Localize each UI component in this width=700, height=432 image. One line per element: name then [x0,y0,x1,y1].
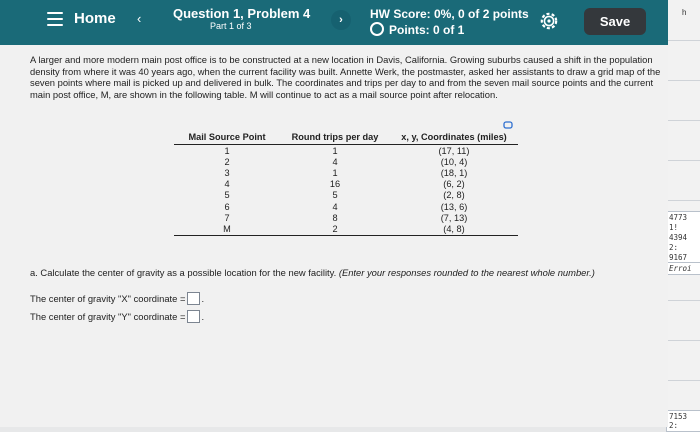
answer-row-x: The center of gravity "X" coordinate = . [30,293,205,304]
column-header: x, y, Coordinates (miles) [390,129,518,145]
table-cell: 5 [224,190,230,201]
hw-score: HW Score: 0%, 0 of 2 points [370,7,529,21]
table-cell: 4 [332,201,338,212]
points-label: Points: 0 of 1 [389,23,465,37]
table-cell: (18, 1) [440,167,468,178]
table-cell: (6, 2) [443,179,465,190]
table-cell: 6 [224,201,230,212]
grid-line [668,300,700,301]
background-number-block [666,211,700,265]
grid-line [668,80,700,81]
table-row [174,156,518,167]
table-row [174,201,518,212]
table-header-row [174,129,518,145]
table-cell: (4, 8) [390,223,518,235]
question-a-hint: (Enter your responses rounded to the nearest whole number.) [338,267,595,278]
table-cell: 1 [332,145,338,156]
problem-statement: A larger and more modern main post office is to be constructed at a new location in Davis, California. Growing suburbs caused a shift in the population density from where it was 40 years ago, when the current facility was built. Annette Werk, the postmaster, asked her assistants to draw a grid map of the seven points where mail is picked up and delivered in bulk. The coordinates and trips per day to and from the seven mail source points and the current main post office, M, are shown in the following table. M will continue to act as a mail source point after relocation. [30,54,661,100]
grid-line [668,200,700,201]
table-row [174,212,518,223]
grid-line [668,120,700,121]
table-row [174,167,518,178]
answer-label-x: The center of gravity "X" coordinate = [30,293,186,304]
background-error-text: Erroi [666,262,700,275]
status-circle-icon [370,22,384,36]
table-cell: (7, 13) [440,212,468,223]
background-number: 9167 [669,253,688,262]
table-row [174,179,518,190]
mail-source-table [174,129,518,236]
table-cell: (10, 4) [440,156,468,167]
grid-line [668,160,700,161]
grid-line [668,340,700,341]
question-a-text: a. Calculate the center of gravity as a possible location for the new facility. [30,267,337,278]
chevron-left-icon[interactable]: ‹ [137,11,142,26]
table-cell: 16 [329,179,341,190]
table-cell: 1 [332,167,338,178]
header-bar [0,0,668,45]
table-cell: (13, 6) [440,201,468,212]
points-status [370,22,464,37]
question-part-a [30,267,595,278]
grid-line [668,40,700,41]
table-cell: 7 [224,212,230,223]
table-cell: 8 [332,212,338,223]
gear-icon[interactable] [539,11,559,31]
table-cell: M [174,223,280,235]
background-bottom-number: 7153 2: [666,410,700,432]
menu-icon[interactable] [47,12,63,26]
column-header: Mail Source Point [174,129,280,145]
question-part: Part 1 of 3 [210,21,252,31]
background-number: 4773 1! [669,213,688,232]
answer-label-y: The center of gravity "Y" coordinate = [30,311,186,322]
table-cell: 3 [224,167,230,178]
table-cell: 4 [224,179,230,190]
background-corner-text: h [682,8,687,17]
x-coordinate-input[interactable] [187,292,200,305]
home-link[interactable]: Home [74,10,116,27]
next-question-button[interactable]: › [331,10,351,30]
background-number: 4394 2: [669,233,688,252]
table-cell: 2 [224,156,230,167]
table-cell: 2 [280,223,390,235]
table-cell: 4 [332,156,338,167]
table-cell: 1 [224,145,230,156]
question-title: Question 1, Problem 4 [173,6,311,21]
question-content [0,45,668,427]
column-header: Round trips per day [280,129,390,145]
table-row [174,190,518,201]
table-row [174,145,518,157]
table-cell: (2, 8) [443,190,465,201]
answer-row-y: The center of gravity "Y" coordinate = . [30,311,205,322]
table-cell: (17, 11) [438,145,470,156]
table-cell: 5 [332,190,338,201]
y-coordinate-input[interactable] [187,310,200,323]
save-button[interactable]: Save [584,8,646,35]
table-row [174,223,518,235]
grid-line [668,380,700,381]
copy-table-icon[interactable] [503,117,513,127]
